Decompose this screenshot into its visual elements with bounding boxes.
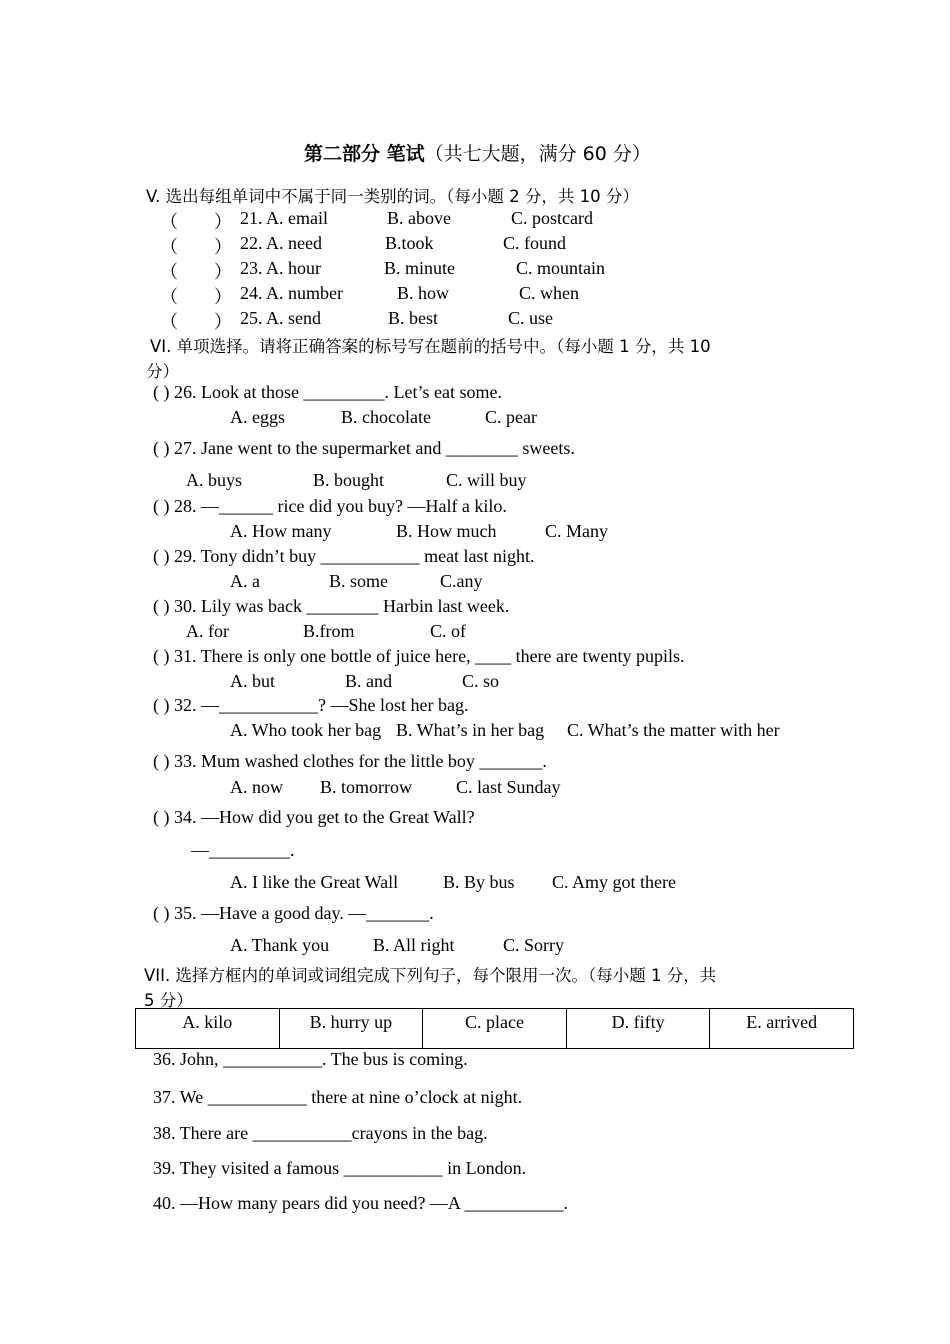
word-box-cell: E. arrived [710, 1009, 854, 1049]
q28-c: C. Many [545, 521, 608, 541]
q27-c: C. will buy [446, 470, 527, 490]
q30-b: B.from [303, 621, 355, 641]
q25-paren: （ ） [160, 312, 232, 332]
q35-stem: ( ) 35. —Have a good day. —_______. [153, 903, 434, 923]
q23-a: 23. A. hour [240, 258, 321, 278]
sentence-40: 40. —How many pears did you need? —A ___________. [153, 1193, 568, 1213]
q24-a: 24. A. number [240, 283, 343, 303]
q35-c: C. Sorry [503, 935, 565, 955]
title-bold: 第二部分 笔试 [304, 143, 425, 165]
q26-b: B. chocolate [341, 407, 431, 427]
q27-a: A. buys [186, 470, 243, 490]
q34-answer-line: —_________. [191, 840, 295, 860]
q33-c: C. last Sunday [456, 777, 561, 797]
q30-stem: ( ) 30. Lily was back ________ Harbin last week. [153, 596, 510, 616]
q25-c: C. use [508, 308, 553, 328]
q29-c: C.any [440, 571, 483, 591]
section-7-heading: VII. 选择方框内的单词或词组完成下列句子，每个限用一次。（每小题 1 分，共 [144, 966, 717, 985]
q24-paren: （ ） [160, 287, 232, 307]
q22-paren: （ ） [160, 237, 232, 257]
q22-b: B.took [385, 233, 434, 253]
q23-b: B. minute [384, 258, 455, 278]
title-rest: （共七大题，满分 60 分） [424, 143, 651, 165]
q27-stem: ( ) 27. Jane went to the supermarket and ________ sweets. [153, 438, 575, 458]
q28-b: B. How much [396, 521, 497, 541]
q35-a: A. Thank you [230, 935, 330, 955]
q34-stem: ( ) 34. —How did you get to the Great Wall? [153, 807, 475, 827]
q24-b: B. how [397, 283, 450, 303]
word-box-cell: C. place [423, 1009, 567, 1049]
q26-stem: ( ) 26. Look at those _________. Let’s eat some. [153, 382, 502, 402]
sentence-37: 37. We ___________ there at nine o’clock at night. [153, 1087, 523, 1107]
q21-paren: （ ） [160, 212, 232, 232]
word-box [135, 1008, 854, 1049]
q22-a: 22. A. need [240, 233, 322, 253]
q21-b: B. above [387, 208, 451, 228]
q32-a: A. Who took her bag [230, 720, 382, 740]
q33-stem: ( ) 33. Mum washed clothes for the little boy _______. [153, 751, 547, 771]
sentence-36: 36. John, ___________. The bus is coming. [153, 1049, 468, 1069]
q30-c: C. of [430, 621, 466, 641]
q31-b: B. and [345, 671, 392, 691]
word-box-cell: A. kilo [136, 1009, 280, 1049]
section-7-heading-cont: 5 分） [144, 991, 193, 1010]
sentence-38: 38. There are ___________crayons in the bag. [153, 1123, 488, 1143]
q32-b: B. What’s in her bag [396, 720, 545, 740]
q24-c: C. when [519, 283, 579, 303]
q25-a: 25. A. send [240, 308, 321, 328]
q34-c: C. Amy got there [552, 872, 676, 892]
q23-c: C. mountain [516, 258, 605, 278]
section-6-heading-cont: 分） [146, 362, 179, 381]
q21-c: C. postcard [511, 208, 593, 228]
q32-stem: ( ) 32. —___________? —She lost her bag. [153, 695, 469, 715]
word-box-cell: D. fifty [566, 1009, 710, 1049]
page-title [304, 139, 651, 166]
q28-stem: ( ) 28. —______ rice did you buy? —Half a kilo. [153, 496, 507, 516]
q29-stem: ( ) 29. Tony didn’t buy ___________ meat last night. [153, 546, 535, 566]
q22-c: C. found [503, 233, 566, 253]
section-6-heading: VI. 单项选择。请将正确答案的标号写在题前的括号中。（每小题 1 分，共 10 [150, 337, 711, 356]
q31-c: C. so [462, 671, 500, 691]
q28-a: A. How many [230, 521, 332, 541]
section-5-heading: V. 选出每组单词中不属于同一类别的词。（每小题 2 分，共 10 分） [146, 187, 639, 206]
q26-a: A. eggs [230, 407, 285, 427]
q31-a: A. but [230, 671, 275, 691]
q34-a: A. I like the Great Wall [230, 872, 399, 892]
q32-c: C. What’s the matter with her [567, 720, 780, 740]
q34-b: B. By bus [443, 872, 515, 892]
q30-a: A. for [186, 621, 229, 641]
q31-stem: ( ) 31. There is only one bottle of juice here, ____ there are twenty pupils. [153, 646, 685, 666]
q29-b: B. some [329, 571, 389, 591]
q23-paren: （ ） [160, 262, 232, 282]
q21-a: 21. A. email [240, 208, 328, 228]
q29-a: A. a [230, 571, 260, 591]
q25-b: B. best [388, 308, 439, 328]
q26-c: C. pear [485, 407, 537, 427]
q27-b: B. bought [313, 470, 385, 490]
word-box-cell: B. hurry up [279, 1009, 423, 1049]
q33-b: B. tomorrow [320, 777, 412, 797]
sentence-39: 39. They visited a famous ___________ in London. [153, 1158, 527, 1178]
q35-b: B. All right [373, 935, 455, 955]
q33-a: A. now [230, 777, 283, 797]
